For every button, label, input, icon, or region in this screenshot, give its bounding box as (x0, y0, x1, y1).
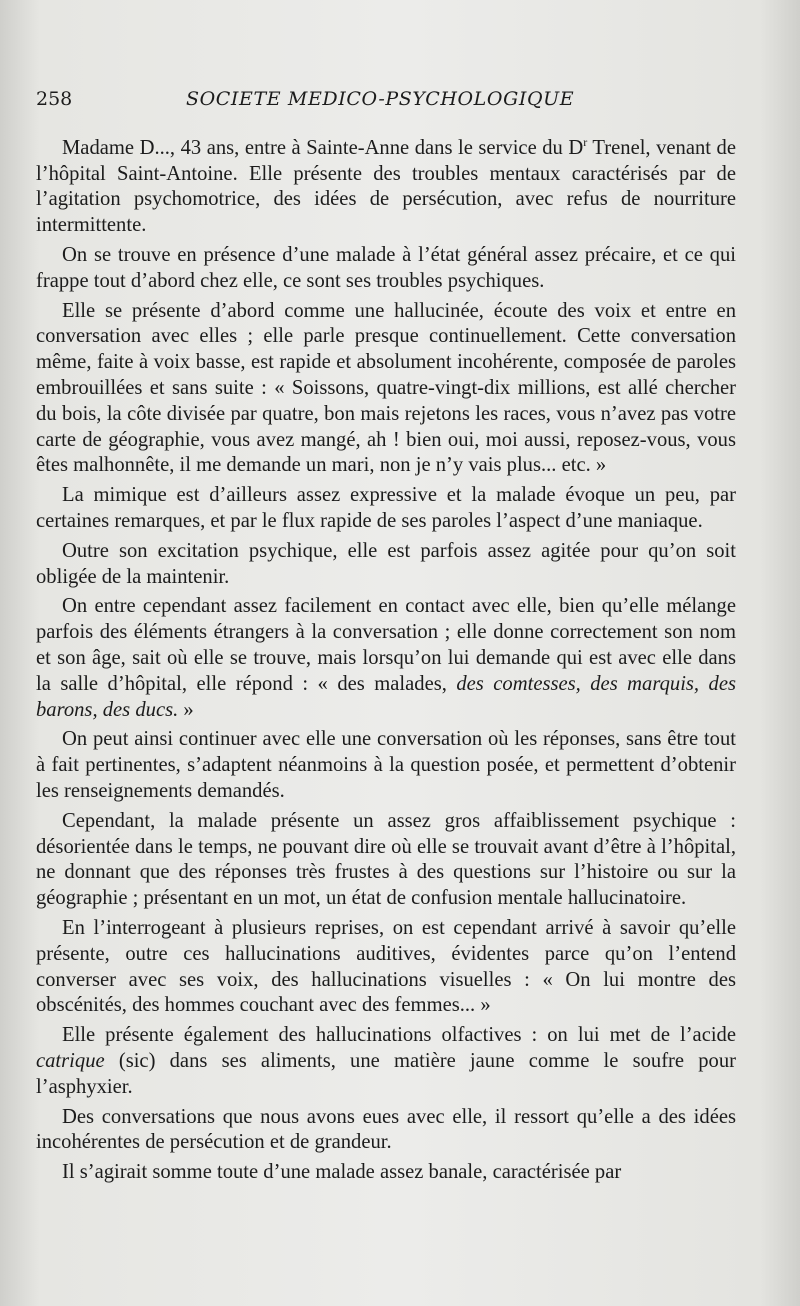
paragraph (36, 299, 736, 480)
text-run: On peut ainsi continuer avec elle une conversation où les réponses, sans être tout à fait pertinentes, s’adaptent néanmoins à la question posée, et permettent d’obtenir les renseignements demandés. (36, 728, 736, 802)
text-run: Il s’agirait somme toute d’une malade assez banale, caractérisée par (62, 1161, 622, 1184)
body-text (36, 130, 736, 1190)
text-run: Elle présente également des hallucinations olfactives : on lui met de l’acide (62, 1024, 736, 1047)
text-run: On entre cependant assez facilement en contact avec elle, bien qu’elle mélange parfois des éléments étrangers à la conversation ; elle donne correctement son nom et son âge, sait où elle se trouve, mais lorsqu’on lui demande qui est avec elle dans la salle d’hôpital, elle répond : « des malades, (36, 595, 736, 695)
text-run: La mimique est d’ailleurs assez expressive et la malade évoque un peu, par certaines remarques, et par le flux rapide de ses paroles l’aspect d’une maniaque. (36, 484, 736, 533)
running-title: SOCIETE MEDICO-PSYCHOLOGIQUE (186, 88, 575, 110)
text-run: En l’interrogeant à plusieurs reprises, on est cependant arrivé à savoir qu’elle présente, outre ces hallucinations auditives, évidentes parce qu’on l’entend converser avec ses voix, des hallucinations visuelles : « On lui montre des obscénités, des hommes couchant avec des femmes... » (36, 916, 736, 1017)
paragraph (36, 809, 736, 912)
page-number: 258 (36, 88, 73, 110)
text-run: Outre son excitation psychique, elle est parfois assez agitée pour qu’on soit obligée de la maintenir. (36, 539, 736, 588)
paragraph (36, 916, 736, 1019)
text-run: Elle se présente d’abord comme une hallucinée, écoute des voix et entre en conversation avec elles ; elle parle presque continuellement. Cette conversation même, faite à voix basse, est rapide et absolument incohérente, composée de paroles embrouillées et sans suite : « Soissons, quatre-vingt-dix millions, est allé chercher du bois, la côte divisée par quatre, bon mais rejetons les races, vous n’avez pas votre carte de géographie, vous avez mangé, ah ! bien oui, moi aussi, reposez-vous, vous êtes malhonnête, il me demande un mari, non je n’y vais plus... etc. » (36, 299, 736, 477)
paragraph (36, 1105, 736, 1157)
text-run: Trenel, venant de l’hôpital Saint-Antoine. Elle présente des troubles mentaux caractérisés par de l’agitation psychomotrice, des idées de persécution, avec refus de nourriture intermittente. (36, 136, 736, 237)
paragraph (36, 594, 736, 723)
paragraph (36, 727, 736, 804)
text-run: Des conversations que nous avons eues avec elle, il ressort qu’elle a des idées incohérentes de persécution et de grandeur. (36, 1105, 736, 1154)
text-run: On se trouve en présence d’une malade à l’état général assez précaire, et ce qui frappe tout d’abord chez elle, ce sont ses troubles psychiques. (36, 244, 736, 292)
paragraph (36, 483, 736, 535)
italic-text: catrique (36, 1049, 105, 1072)
paragraph (36, 1023, 736, 1100)
paragraph (36, 130, 736, 239)
paragraph (36, 1160, 736, 1186)
text-run: Madame D..., 43 ans, entre à Sainte-Anne dans le service du D (62, 136, 584, 159)
paragraph (36, 539, 736, 591)
page-header (36, 88, 736, 118)
text-run: Cependant, la malade présente un assez gros affaiblissement psychique : désorientée dans le temps, ne pouvant dire où elle se trouvait avant d’être à l’hôpital, ne donnant que des réponses très frustes à des questions sur l’histoire ou sur la géographie ; présentant en un mot, un état de confusion mentale hallucinatoire. (36, 809, 736, 910)
superscript-text: r (583, 135, 588, 149)
italic-text: des comtesses, des marquis, des barons, des ducs. (36, 672, 737, 721)
paragraph (36, 243, 736, 295)
text-run: (sic) dans ses aliments, une matière jaune comme le soufre pour l’asphyxier. (36, 1049, 736, 1098)
text-run: » (178, 698, 194, 721)
